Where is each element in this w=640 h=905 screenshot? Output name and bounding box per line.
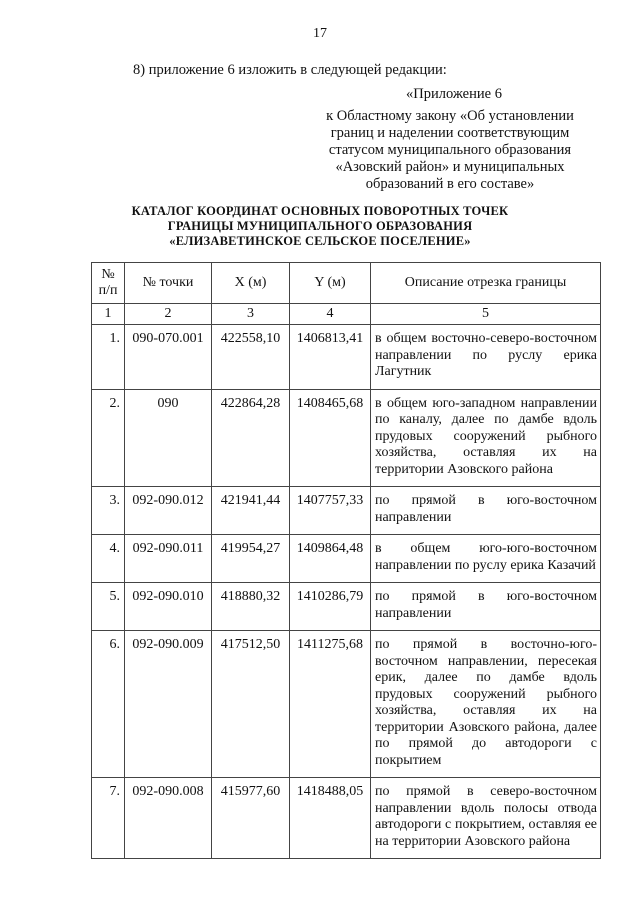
column-index: 3 xyxy=(212,304,290,325)
column-index-row xyxy=(92,304,601,325)
segment-description: по прямой в юго-восточном направлении xyxy=(371,487,601,535)
intro-text: 8) приложение 6 изложить в следующей редакции: xyxy=(133,62,447,78)
segment-description: в общем восточно-северо-восточном направлении по руслу ерика Лагутник xyxy=(371,325,601,390)
header-num xyxy=(92,263,125,304)
appendix-line: к Областному закону «Об установлении xyxy=(326,108,574,124)
y-coordinate: 1410286,79 xyxy=(290,583,371,631)
row-number: 3. xyxy=(92,487,125,535)
y-coordinate: 1408465,68 xyxy=(290,389,371,487)
table-header-row xyxy=(92,263,601,304)
table-row xyxy=(92,778,601,859)
x-coordinate: 422864,28 xyxy=(212,389,290,487)
coordinates-table xyxy=(91,262,601,859)
header-num-symbol: № xyxy=(101,267,115,282)
x-coordinate: 421941,44 xyxy=(212,487,290,535)
header-y: Y (м) xyxy=(290,263,371,304)
x-coordinate: 422558,10 xyxy=(212,325,290,390)
table-row xyxy=(92,631,601,778)
row-number: 7. xyxy=(92,778,125,859)
header-x: X (м) xyxy=(212,263,290,304)
x-coordinate: 415977,60 xyxy=(212,778,290,859)
catalog-title-line: «ЕЛИЗАВЕТИНСКОЕ СЕЛЬСКОЕ ПОСЕЛЕНИЕ» xyxy=(169,234,471,248)
table-row xyxy=(92,389,601,487)
segment-description: в общем юго-юго-восточном направлении по руслу ерика Казачий xyxy=(371,535,601,583)
segment-description: по прямой в восточно-юго-восточном направлении, пересекая ерик, далее по дамбе вдоль прудовых сооружений рыбного хозяйства, оставляя их на территории Азовского района, далее по прямой до автодороги с покрытием xyxy=(371,631,601,778)
x-coordinate: 418880,32 xyxy=(212,583,290,631)
y-coordinate: 1406813,41 xyxy=(290,325,371,390)
segment-description: в общем юго-западном направлении по каналу, далее по дамбе вдоль прудовых сооружений рыбного хозяйства, оставляя их на территории Азовского района xyxy=(371,389,601,487)
table-body xyxy=(92,325,601,859)
catalog-title-line: КАТАЛОГ КООРДИНАТ ОСНОВНЫХ ПОВОРОТНЫХ ТОЧЕК xyxy=(131,204,509,218)
y-coordinate: 1409864,48 xyxy=(290,535,371,583)
table-row xyxy=(92,325,601,390)
header-desc: Описание отрезка границы xyxy=(371,263,601,304)
appendix-line: статусом муниципального образования xyxy=(328,142,572,158)
point-id: 090 xyxy=(125,389,212,487)
header-point: № точки xyxy=(125,263,212,304)
point-id: 092-090.012 xyxy=(125,487,212,535)
y-coordinate: 1411275,68 xyxy=(290,631,371,778)
column-index: 1 xyxy=(92,304,125,325)
page-number: 17 xyxy=(313,26,327,41)
appendix-line: границ и наделении соответствующим xyxy=(330,125,570,141)
catalog-title xyxy=(0,204,640,249)
point-id: 090-070.001 xyxy=(125,325,212,390)
x-coordinate: 417512,50 xyxy=(212,631,290,778)
row-number: 1. xyxy=(92,325,125,390)
segment-description: по прямой в северо-восточном направлении вдоль полосы отвода автодороги с покрытием, оставляя ее на территории Азовского района xyxy=(371,778,601,859)
column-index: 2 xyxy=(125,304,212,325)
catalog-title-line: ГРАНИЦЫ МУНИЦИПАЛЬНОГО ОБРАЗОВАНИЯ xyxy=(167,219,473,233)
column-index: 4 xyxy=(290,304,371,325)
header-num-abbr: п/п xyxy=(98,283,118,298)
row-number: 5. xyxy=(92,583,125,631)
appendix-title: «Приложение 6 xyxy=(406,86,502,102)
row-number: 2. xyxy=(92,389,125,487)
appendix-line: образований в его составе» xyxy=(365,176,535,192)
table-row xyxy=(92,535,601,583)
appendix-line: «Азовский район» и муниципальных xyxy=(335,159,565,175)
table-row xyxy=(92,487,601,535)
point-id: 092-090.008 xyxy=(125,778,212,859)
point-id: 092-090.011 xyxy=(125,535,212,583)
column-index: 5 xyxy=(371,304,601,325)
y-coordinate: 1418488,05 xyxy=(290,778,371,859)
y-coordinate: 1407757,33 xyxy=(290,487,371,535)
appendix-subtitle xyxy=(300,108,600,193)
point-id: 092-090.010 xyxy=(125,583,212,631)
x-coordinate: 419954,27 xyxy=(212,535,290,583)
point-id: 092-090.009 xyxy=(125,631,212,778)
row-number: 4. xyxy=(92,535,125,583)
row-number: 6. xyxy=(92,631,125,778)
segment-description: по прямой в юго-восточном направлении xyxy=(371,583,601,631)
table-row xyxy=(92,583,601,631)
